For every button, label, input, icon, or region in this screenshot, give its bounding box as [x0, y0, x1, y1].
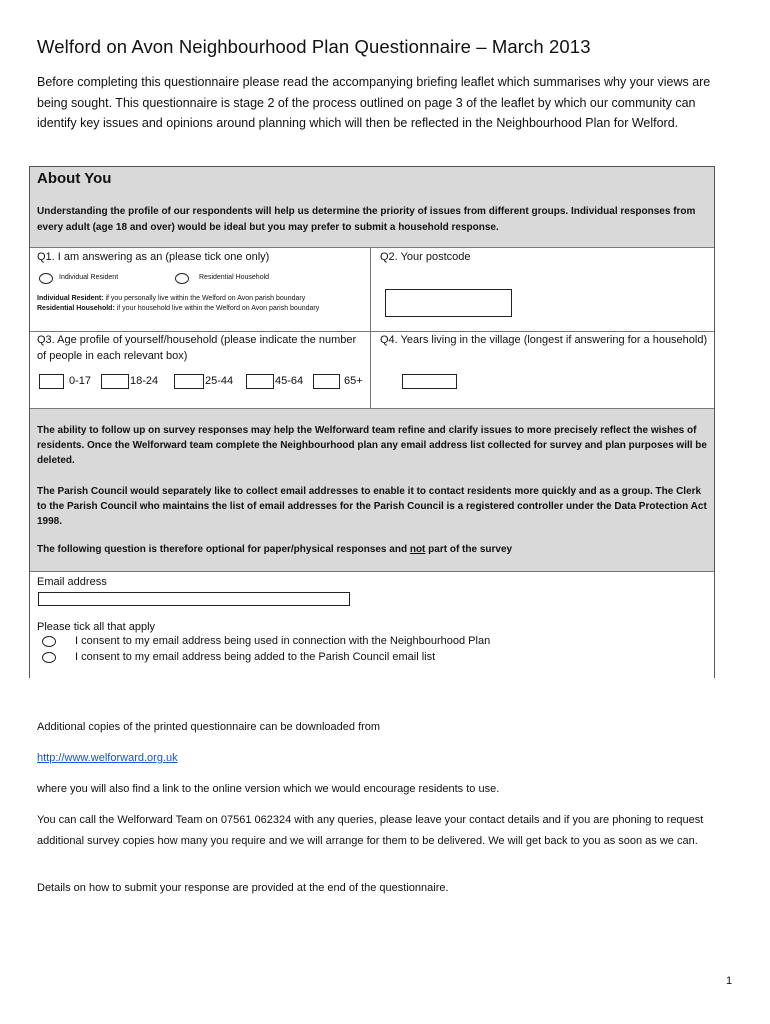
q3-label: Q3. Age profile of yourself/household (please indicate the number of people in each relevant box): [37, 334, 357, 362]
q1-definitions: [37, 294, 367, 314]
additional-copies-text: Additional copies of the printed questionnaire can be downloaded from: [37, 721, 381, 733]
email-section: [30, 571, 714, 678]
q1-def-individual: [37, 294, 367, 304]
q1-household-label: Residential Household: [199, 274, 270, 281]
age-label-25-44: 25-44: [205, 375, 234, 387]
about-you-text: Understanding the profile of our respondents will help us determine the priority of issues from different groups. Individual responses from every adult (age 18 and over) would be ideal but you may prefer to submit a household response.: [37, 206, 696, 233]
followup-paragraph-3: [37, 542, 709, 557]
about-you-heading: About You: [37, 170, 112, 187]
age-label-45-64: 45-64: [275, 375, 304, 387]
q2-label: Q2. Your postcode: [380, 251, 471, 263]
grid-divider-vertical: [370, 248, 371, 408]
website-link[interactable]: http://www.welforward.org.uk: [37, 752, 178, 764]
intro-paragraph: Before completing this questionnaire please read the accompanying briefing leaflet which summarises why your views are being sought. This questionnaire is stage 2 of the process outlined on page 3 of the leaflet by which our community can identify key issues and opinions around planning which will then be reflected in the Neighbourhood Plan for Welford.: [37, 75, 711, 131]
q4-label: Q4. Years living in the village (longest if answering for a household): [380, 334, 708, 346]
q1-def-individual-term: Individual Resident:: [37, 295, 104, 302]
questions-grid: [30, 247, 714, 409]
followup-p3-before: The following question is therefore optional for paper/physical responses and: [37, 544, 410, 555]
website-link-row: [37, 748, 727, 769]
about-you-section: [29, 166, 715, 678]
q1-def-household-term: Residential Household:: [37, 305, 115, 312]
followup-p3-after: part of the survey: [425, 544, 513, 555]
email-label: Email address: [37, 576, 107, 588]
years-living-input[interactable]: [402, 374, 457, 389]
age-label-18-24: 18-24: [130, 375, 159, 387]
page-number: 1: [726, 975, 733, 987]
consent-parish-council-label: I consent to my email address being added to the Parish Council email list: [75, 651, 436, 663]
postcode-input[interactable]: [385, 289, 512, 317]
consent-neighbourhood-plan-label: I consent to my email address being used in connection with the Neighbourhood Plan: [75, 635, 491, 647]
followup-p3-not: not: [409, 544, 426, 555]
q1-household-radio[interactable]: [175, 273, 189, 284]
q1-label: Q1. I am answering as an (please tick one only): [37, 251, 270, 263]
age-box-65-plus[interactable]: [313, 374, 340, 389]
page-title: Welford on Avon Neighbourhood Plan Questionnaire – March 2013: [37, 36, 591, 57]
age-label-0-17: 0-17: [69, 375, 92, 387]
followup-paragraph-1: The ability to follow up on survey responses may help the Welforward team refine and clarify issues to more precisely reflect the wishes of residents. Once the Welforward team complete the Neighbourhood plan any email address list collected for survey and plan purposes will be deleted.: [37, 425, 707, 466]
q1-def-household-text: if your household live within the Welford on Avon parish boundary: [114, 305, 320, 312]
consent-neighbourhood-plan-radio[interactable]: [42, 636, 56, 647]
age-box-0-17[interactable]: [39, 374, 64, 389]
age-box-18-24[interactable]: [101, 374, 129, 389]
age-label-65-plus: 65+: [344, 375, 363, 387]
consent-parish-council-radio[interactable]: [42, 652, 56, 663]
tick-all-label: Please tick all that apply: [37, 621, 156, 633]
q1-def-individual-text: if you personally live within the Welford on Avon parish boundary: [103, 295, 306, 302]
contact-text: You can call the Welforward Team on 07561 062324 with any queries, please leave your contact details and if you are phoning to request additional survey copies how many you require and we will arrange for them to be delivered. We will get back to you as soon as we can.: [37, 814, 704, 847]
q1-def-household: [37, 304, 367, 314]
age-box-45-64[interactable]: [246, 374, 274, 389]
age-box-25-44[interactable]: [174, 374, 204, 389]
email-input[interactable]: [38, 592, 350, 606]
followup-paragraph-2: The Parish Council would separately like to collect email addresses to enable it to contact residents more quickly and as a group. The Clerk to the Parish Council who maintains the list of email addresses for the Parish Council is a registered controller under the Data Protection Act 1998.: [37, 486, 707, 527]
q1-individual-label: Individual Resident: [59, 274, 119, 281]
online-version-text: where you will also find a link to the online version which we would encourage residents to use.: [37, 783, 500, 795]
submit-details-text: Details on how to submit your response are provided at the end of the questionnaire.: [37, 882, 449, 894]
q1-individual-radio[interactable]: [39, 273, 53, 284]
